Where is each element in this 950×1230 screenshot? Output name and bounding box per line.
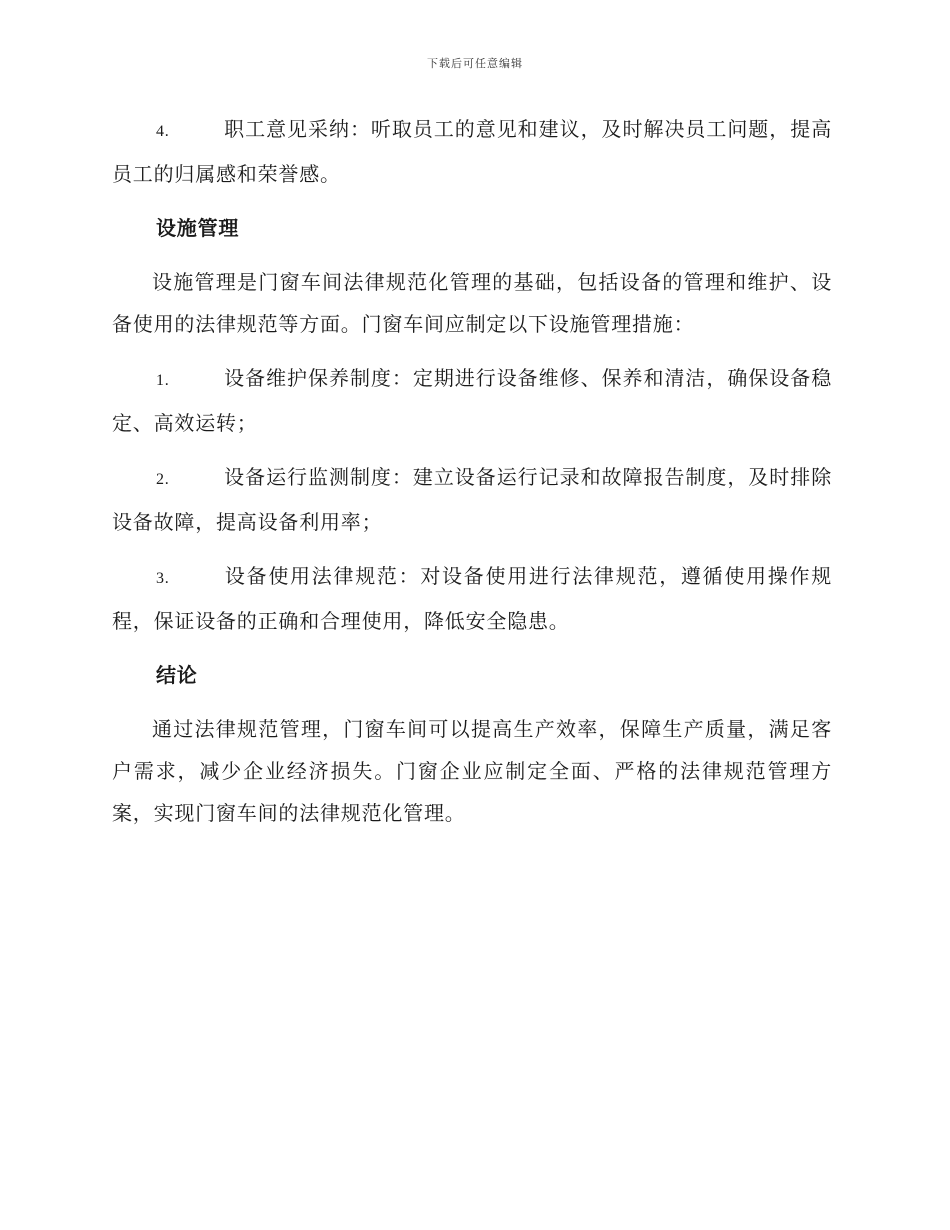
facilities-list-item-2 <box>112 456 832 543</box>
section-heading-facilities: 设施管理 <box>156 216 240 240</box>
header-note: 下载后可任意编辑 <box>427 57 523 70</box>
list-item-text: 职工意见采纳：听取员工的意见和建议，及时解决员工问题，提高员工的归属感和荣誉感。 <box>112 117 832 186</box>
list-item-number: 1. <box>156 372 170 389</box>
list-item-number: 3. <box>156 570 170 587</box>
facilities-intro-paragraph: 设施管理是门窗车间法律规范化管理的基础，包括设备的管理和维护、设备使用的法律规范等方面。门窗车间应制定以下设施管理措施： <box>112 270 832 336</box>
facilities-list-item-3 <box>112 555 832 642</box>
conclusion-paragraph: 通过法律规范管理，门窗车间可以提高生产效率，保障生产质量，满足客户需求，减少企业经济损失。门窗企业应制定全面、严格的法律规范管理方案，实现门窗车间的法律规范化管理。 <box>112 717 832 825</box>
facilities-list-item-1 <box>112 357 832 444</box>
list-item-number: 2. <box>156 471 170 488</box>
list-item-number: 4. <box>156 123 170 140</box>
list-item-4 <box>112 108 832 195</box>
section-heading-conclusion: 结论 <box>156 663 198 687</box>
list-item-text: 设备维护保养制度：定期进行设备维修、保养和清洁，确保设备稳定、高效运转； <box>112 366 832 435</box>
list-item-text: 设备运行监测制度：建立设备运行记录和故障报告制度，及时排除设备故障，提高设备利用率； <box>112 465 832 534</box>
list-item-text: 设备使用法律规范：对设备使用进行法律规范，遵循使用操作规程，保证设备的正确和合理使用，降低安全隐患。 <box>112 564 832 633</box>
document-body <box>112 108 832 846</box>
